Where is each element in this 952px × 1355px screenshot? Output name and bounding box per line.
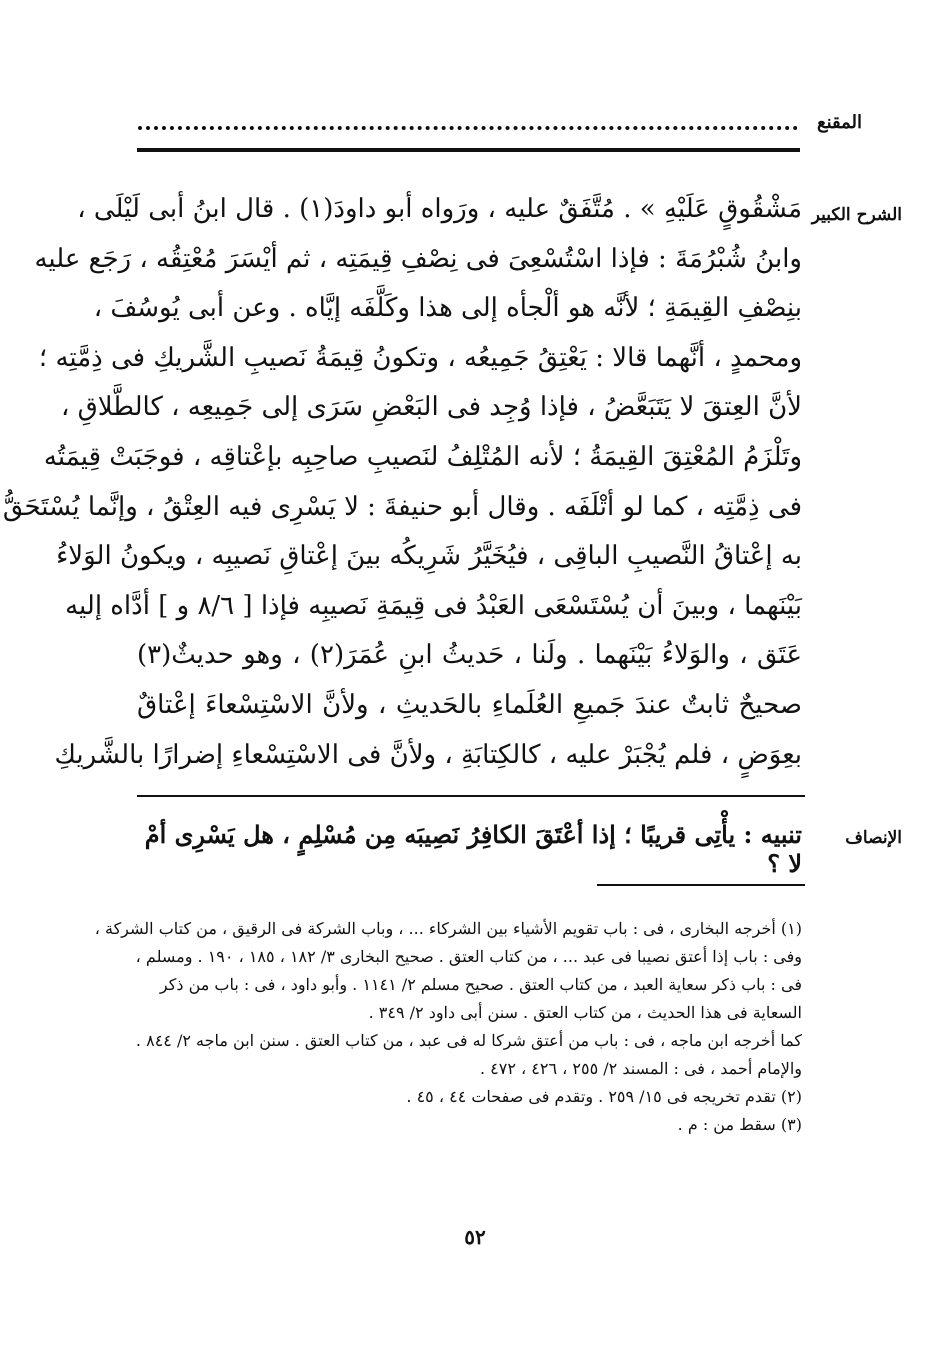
- footnote-line: (٢) تقدم تخريجه فى ١٥/ ٢٥٩ . وتقدم فى صفحات ٤٤ ، ٤٥ .: [406, 1087, 802, 1106]
- notice-line: تنبيه : يأْتِى قريبًا ؛ إذا أعْتَقَ الكافِرُ نَصِيبَه مِن مُسْلِمٍ ، هل يَسْرِى أمْ لا ؟: [144, 820, 802, 878]
- footnote-line: السعاية فى هذا الحديث ، من كتاب العتق . سنن أبى داود ٢/ ٣٤٩ .: [368, 1003, 802, 1022]
- main-line: صحيحٌ ثابتٌ عندَ جَميعِ العُلَماءِ بالحَديثِ ، ولأنَّ الاسْتِسْعاءَ إعْتاقٌ: [137, 689, 802, 720]
- footnote-line: والإمام أحمد ، فى : المسند ٢/ ٢٥٥ ، ٤٢٦ ، ٤٧٢ .: [479, 1059, 802, 1078]
- main-line: بعِوَضٍ ، فلم يُجْبَرْ عليه ، كالكِتابَةِ ، ولأنَّ فى الاسْتِسْعاءِ إضرارًا بالشَّريكِ: [54, 739, 802, 770]
- footnote-line: كما أخرجه ابن ماجه ، فى : باب من أعتق شركا له فى عبد ، من كتاب العتق . سنن ابن ماجه ٢/ ٨٤٤ .: [135, 1031, 802, 1050]
- main-line: وابنُ شُبْرُمَةَ : فإذا اسْتُسْعِىَ فى نِصْفِ قِيمَتِه ، ثم أيْسَرَ مُعْتِقُه ، رَجَع عليه: [34, 243, 802, 274]
- main-line: ومحمدٍ ، أنَّهما قالا : يَعْتِقُ جَمِيعُه ، وتكونُ قِيمَةُ نَصيبِ الشَّريكِ فى ذِمَّتِه ؛: [38, 342, 802, 373]
- footnotes-block: [94, 915, 802, 1139]
- side-label-sharh: الشرح الكبير: [811, 205, 902, 225]
- footnote-line: وفى : باب إذا أعتق نصيبا فى عبد ... ، من كتاب العتق . صحيح البخارى ٣/ ١٨٢ ، ١٨٥ ، ١٩٠ . ومسلم ،: [135, 947, 802, 966]
- main-line: لأنَّ العِتقَ لا يَتَبَعَّضُ ، فإذا وُجِد فى البَعْضِ سَرَى إلى جَمِيعِه ، كالطَّلاقِ ،: [60, 392, 802, 423]
- footnote-divider: [597, 884, 805, 886]
- page-number: ٥٢: [464, 1225, 486, 1249]
- main-line: بنِصْفِ القِيمَةِ ؛ لأنَّه هو ألْجأه إلى هذا وكَلَّفَه إيَّاه . وعن أبى يُوسُفَ ،: [93, 293, 802, 324]
- main-line: به إعْتاقُ النَّصيبِ الباقِى ، فيُخَيَّرُ شَرِيكُه بينَ إعْتاقِ نَصيبِه ، ويكونُ الوَلاءُ: [56, 541, 802, 572]
- footnote-line: فى : باب ذكر سعاية العبد ، من كتاب العتق . صحيح مسلم ٢/ ١١٤١ . وأبو داود ، فى : باب من ذكر: [159, 975, 802, 994]
- header-rule: [137, 148, 800, 152]
- footnote-line: (٣) سقط من : م .: [677, 1115, 802, 1134]
- main-line: مَشْقُوقٍ عَلَيْهِ » . مُتَّفَقٌ عليه ، ورَواه أبو داودَ(١) . قال ابنُ أبى لَيْلَى ،: [77, 194, 802, 224]
- main-text-block: [2, 185, 802, 780]
- book-title: المقنع: [816, 112, 862, 133]
- main-line: عَتَق ، والوَلاءُ بَيْنَهما . ولَنا ، حَديثُ ابنِ عُمَرَ(٢) ، وهو حديثٌ(٣): [137, 640, 802, 671]
- section-divider: [137, 795, 805, 797]
- footnote-line: (١) أخرجه البخارى ، فى : باب تقويم الأشياء بين الشركاء ... ، وباب الشركة فى الرقيق ، من كتاب الشركة ،: [94, 919, 802, 938]
- main-line: وتَلْزَمُ المُعْتِقَ القِيمَةُ ؛ لأنه المُتْلِفُ لنَصيبِ صاحِبِه بإعْتاقِه ، فوجَبَتْ قِيمَتُه: [43, 441, 802, 472]
- side-label-insaf: الإنصاف: [845, 828, 902, 848]
- main-line: بَيْنَهما ، وبينَ أن يُسْتَسْعَى العَبْدُ فى قِيمَةِ نَصيبِه فإذا [ ٨/٦ و ] أدَّاه إليه: [65, 590, 802, 621]
- main-line: فى ذِمَّتِه ، كما لو أتْلَفَه . وقال أبو حنيفةَ : لا يَسْرِى فيه العِتْقُ ، وإنَّما يُسْتَحَقُّ: [2, 491, 802, 522]
- header-dotted-leader: [138, 118, 798, 130]
